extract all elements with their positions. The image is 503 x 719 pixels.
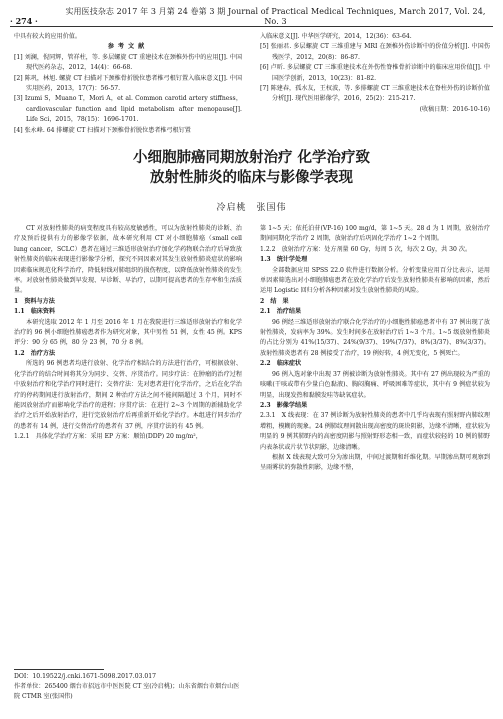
top-right-block: [260, 32, 490, 115]
section-heading: 1.1 临床资料: [14, 308, 56, 316]
paragraph: 根据 X 线表现大致可分为渗出期，中间过渡期和纤维化期。早期渗出期可观察到呈雨雾状的弥散性阴影，边缘不整，: [260, 453, 490, 472]
reference-item: [5] 张丽君. 多层螺旋 CT 三维重建与 MRI 在颈椎外伤诊断中的价值分析[J]. 中国伤残医学，2012，20(8)：86-87.: [260, 43, 490, 61]
doi: DOI：10.19522/j.cnki.1671-5098.2017.03.017: [14, 673, 157, 680]
paragraph: 本研究选取 2012 年 1 月至 2016 年 1 月在我院进行三维适形放射治疗和化学治疗的 96 例小细胞性肺癌患者作为研究对象，其中男性 51 例，女性 45 例。KPS 评分：90 分 65 例，80 分 23 例，70 分 8 例。: [14, 318, 242, 347]
paragraph: CT 对放射性肺炎的病变程度具有较高度敏感性，可以为放射性肺炎的诊断、治疗及预后提供有力的影像学依据，故本研究利用 CT 对小细胞肺癌（small cell lung cancer，SCLC）患者在通过三维适形放射治疗加化学药物联合治疗后导致放射性肺炎的临床表现进行影像学分析，探究不同因素对其发生放射性肺炎症状的影响因素临床规范化科学治疗，降低射线对肺组织的损伤程度，以降低放射性肺炎的发生率。对放射性肺炎做到早发现、早诊断、早治疗，以期可提高患者的生存率和生活质量。: [14, 225, 242, 295]
paragraph: 2.3.1 X 线表现：在 37 例诊断为放射性肺炎的患者中几乎均表现有照射野内肺纹理增粗，模糊的现象。24 例肺纹理间散出现高密度的斑块阴影，边缘不清晰，症状较为明显的 9 例其肺野内的高密度阴影与照射野形态相一致，而症状较轻的 10 例的肺野内表条状或片状节状阴影，边缘清晰。: [260, 412, 490, 451]
paragraph: 96 例经三维适形放射治疗联合化学治疗的小细胞性肺癌患者中有 37 例出现了放射性肺炎，发病率为 39%。发生时间多在放射治疗后 1~3 个月。1~5 级放射性肺炎的占比分别为 41%(15/37)、24%(9/37)、19%(7/37)、8%(3/37)、8%(3/37)。放射性肺炎患者有 28 例接受了治疗，19 例好转，4 例无变化，5 例死亡。: [260, 318, 490, 357]
paragraph: 第 1~5 天；依托泊苷(VP-16) 100 mg/d，第 1~5 天。28 d 为 1 周期，放射治疗期间同期化学治疗 2 周期，放射治疗后巩固化学治疗 1~2 个周期。: [260, 225, 490, 243]
top-left-block: [14, 32, 242, 136]
section-heading: 1 资料与方法: [14, 297, 55, 305]
intro-line: 中具有较大的应用价值。: [14, 33, 82, 40]
references-heading: 参考文献: [107, 43, 149, 51]
right-column: [260, 224, 490, 474]
section-heading: 2.2 临床症状: [260, 360, 302, 368]
footnote-rule: [14, 669, 104, 670]
reference-item: [7] 陈建春，孤水友，王权波，等. 多排螺旋 CT 三维重建技术在脊柱外伤的诊断价值分析[J]. 现代医用影像学，2016，25(2)：215-217.: [260, 85, 490, 103]
reference-item: [1] 刘澜，倪同辉，管祥柱，等. 多层螺旋 CT 重建技术在颈椎外伤中的应用[J]. 中国现代医药杂志，2012，14(4)：66-68.: [14, 53, 242, 72]
paragraph: 96 例入选对象中出现 37 例被诊断为放射性肺炎。其中有 27 例出现较为严重的咳嗽(干咳或带有少量白色黏液)、胸闷胸痛、呼吸困难等症状，其中有 9 例症状较为明显，出现发热和黏膜发哇等缺氧症状。: [260, 370, 490, 399]
received-date: (收稿日期：2016-10-16): [419, 105, 490, 113]
section-heading: 2 结 果: [260, 297, 289, 305]
paragraph: 1.2.2 放射治疗方案：处方剂量 60 Gy，每周 5 次，每次 2 Gy，共 30 次。: [260, 245, 472, 253]
reference-item: [4] 张永峰. 64 排螺旋 CT 扫描对下颈椎骨折脱位患者椎弓根钉置: [14, 126, 191, 134]
author-unit: 作者单位：265400 烟台市招远市中医医院 CT 室(冷启桃)；山东省烟台市烟台山医院 CTMR 室(张国伟): [14, 683, 240, 700]
article-authors: 冷启桃 张国伟: [216, 203, 287, 213]
section-heading: 2.3 影像学结果: [260, 401, 308, 409]
page-number: · 274 ·: [10, 16, 38, 26]
footnote: [14, 672, 242, 702]
reference-item: [6] 卢昕. 多层螺旋 CT 三维重建技术在外伤性脊椎骨折诊断中的临床应用价值[J]. 中国医学创新，2013，10(23)：81-82.: [260, 64, 490, 82]
title-line-1: 小细胞肺癌同期放射治疗 化学治疗致: [132, 150, 371, 166]
paragraph: 全部数据应用 SPSS 22.0 软件进行数据分析。分析变量应用百分比表示，运用单因素筛选出对小细胞肺癌患者在放化学治疗后发生放射性肺炎有影响的因素，然后运用 Logistic 回归分析各种因素对发生放射性肺炎的风险。: [260, 266, 490, 295]
section-heading: 2.1 治疗结果: [260, 308, 302, 316]
left-column: [14, 224, 242, 443]
section-heading: 1.2 治疗方法: [14, 349, 56, 357]
section-heading: 1.3 统计学处理: [260, 256, 308, 264]
running-header: [10, 7, 493, 27]
journal-line: 实用医技杂志 2017 年 3 月第 24 卷第 3 期 Journal of Practical Medical Techniques, March 2017, Vol. 24, No. 3: [65, 7, 486, 26]
reference-item: 入临床意义[J]. 中华医学研究，2014，12(36)：63-64.: [260, 33, 412, 40]
paragraph: 1.2.1 具体化学治疗方案：采用 EP 方案：顺铂(DDP) 20 mg/m²，: [14, 433, 202, 441]
article-title: [0, 148, 503, 188]
reference-item: [2] 陈巩，林旭. 螺旋 CT 扫描对下颈椎骨折脱位患者椎弓根钉置入临床意义[J]. 中国实用医药，2013，17(7)：56-57.: [14, 74, 242, 93]
reference-item: [3] Izumi S，Muano T，Mori A，et al. Common carotid artery stiffness，cardiovascular function and lipid metabolism after menopause[J]. Life Sci，2015，78(15)：1696-1701.: [14, 95, 242, 124]
paragraph: 所选的 96 例患者均进行放射、化学治疗相结合的方法进行治疗，可根据放射、化学治疗的结合时间将其分为同步、交替、序贯治疗。同步疗法：在肿瘤的治疗过程中放射治疗和化学治疗同时进行；交替疗法：先对患者进行化学治疗，之后在化学治疗的停药期间进行放射治疗，期间 2 种治疗方法之间不能间隔超过 3 个月，同时不能因放射治疗而影响化学治疗的进程；序贯疗法：在进行 2~3 个周期的新辅助化学治疗之后开始放射治疗，进行完放射治疗后再重新开始化学治疗。本组进行同步治疗的患者有 14 例，进行交替治疗的患者有 37 例，序贯疗法的有 45 例。: [14, 360, 242, 430]
title-line-2: 放射性肺炎的临床与影像学表现: [150, 170, 353, 186]
